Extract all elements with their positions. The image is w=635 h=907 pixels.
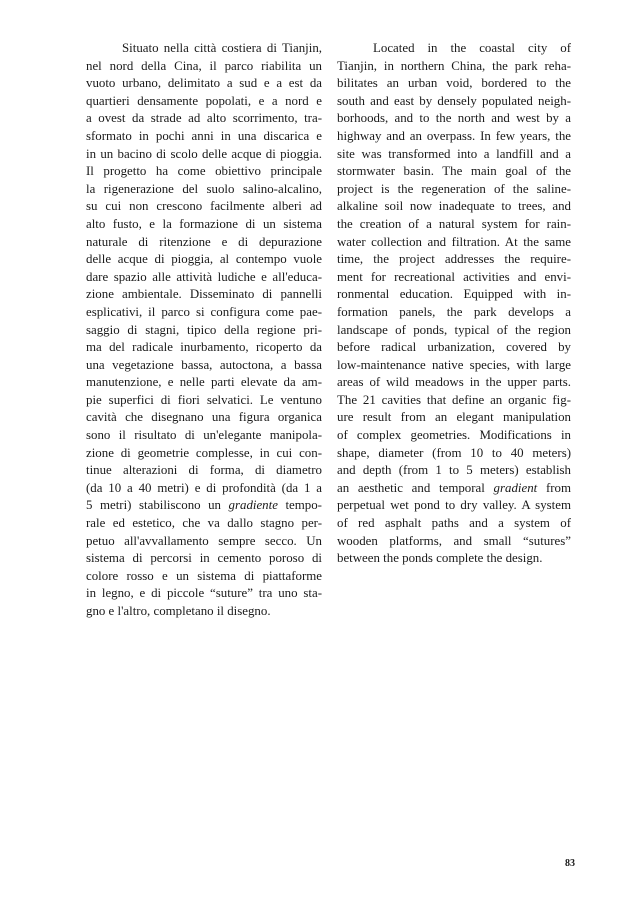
english-text-line: the creation of a natural system for rain-: [337, 216, 571, 231]
english-text-line: borhoods, and to the north and west by a: [337, 111, 571, 126]
italian-text-line: nel nord della Cina, il parco riabilita un: [86, 58, 322, 73]
page-number: 83: [565, 858, 575, 869]
italian-text-line: Situato nella città costiera di Tianjin,: [122, 41, 322, 55]
italian-text-line: rale ed estetico, che va dallo stagno per-: [86, 516, 322, 531]
english-text-line: The 21 cavities that define an organic fig-: [337, 392, 571, 407]
english-text-line: time, the project addresses the require-: [337, 252, 571, 267]
italian-text-line: saggio di stagni, tipico della regione pri-: [86, 322, 322, 337]
english-text-line: and depth (from 1 to 5 meters) establish: [337, 463, 571, 478]
italic-term: gradient: [493, 480, 538, 495]
italian-text-line: alto fusto, e la formazione di un sistema: [86, 216, 322, 231]
italian-text-line: delle acque di pioggia, al contempo vuole: [86, 252, 322, 267]
italian-text-line: vuoto urbano, delimitato a sud e a est da: [86, 76, 322, 91]
english-text-line: Tianjin, in northern China, the park reha-: [337, 58, 571, 73]
italian-text-line: gno e l'altro, completano il disegno.: [86, 604, 271, 618]
italic-term: gradiente: [228, 498, 278, 513]
italian-text-line: ma del radicale inurbamento, ricoperto da: [86, 340, 322, 355]
english-text-line: shape, diameter (from 10 to 40 meters): [337, 445, 571, 460]
english-text-line: water collection and filtration. At the same: [337, 234, 571, 249]
english-text-line: of red asphalt paths and a system of: [337, 516, 571, 531]
italian-column: [86, 40, 322, 621]
english-text-line: of complex geometries. Modifications in: [337, 428, 571, 443]
italian-text-line: petuo all'avvallamento sempre secco. Un: [86, 533, 322, 548]
english-text-line: landscape of ponds, typical of the region: [337, 322, 571, 337]
english-text-line: alkaline soil now inadequate to trees, and: [337, 199, 571, 214]
italian-text-line: sformato in pochi anni in una discarica e: [86, 128, 322, 143]
italian-text-line: zione di geometrie complesse, in cui con-: [86, 445, 322, 460]
italian-text-line: in legno, e di piccole “suture” tra uno sta-: [86, 586, 322, 601]
english-text-line: ronmental education. Equipped with in-: [337, 287, 571, 302]
italian-text-line: colore rosso e un sistema di piattaforme: [86, 568, 322, 583]
english-text-line: bilitates an urban void, bordered to the: [337, 76, 571, 91]
italian-text-line: naturale di ritenzione e di depurazione: [86, 234, 322, 249]
italian-text-line: Il progetto ha come obiettivo principale: [86, 164, 322, 179]
italian-text-line: sono il risultato di un'elegante manipola-: [86, 428, 322, 443]
italian-text-line: a ovest da strade ad alto scorrimento, tra-: [86, 111, 322, 126]
italian-text-line: zione ambientale. Disseminato di pannelli: [86, 287, 322, 302]
english-text-line: an aesthetic and temporal gradient from: [337, 480, 571, 495]
english-text-line: between the ponds complete the design.: [337, 551, 543, 566]
italian-text-line: (da 10 a 40 metri) e di profondità (da 1 a: [86, 480, 322, 495]
english-text-line: areas of wild meadows in the upper parts.: [337, 375, 571, 390]
english-text-line: Located in the coastal city of: [373, 41, 571, 55]
italian-text-line: quartieri densamente popolati, e a nord e: [86, 93, 322, 108]
english-text-line: formation panels, the park develops a: [337, 304, 571, 319]
italian-text-line: in un bacino di scolo delle acque di pioggia.: [86, 146, 322, 161]
italian-text-line: dare spazio alle attività ludiche e all'educa-: [86, 269, 322, 284]
english-text-line: before radical urbanization, covered by: [337, 340, 571, 355]
italian-text-line: cavità che disegnano una figura organica: [86, 410, 322, 425]
italian-text-line: una vegetazione bassa, autoctona, a bassa: [86, 357, 322, 372]
english-text-line: perpetual wet pond to dry valley. A system: [337, 498, 571, 513]
italian-text-line: la rigenerazione del suolo salino-alcalino,: [86, 181, 322, 196]
italian-text-line: tinue alterazioni di forma, di diametro: [86, 463, 322, 478]
italian-text-line: 5 metri) stabiliscono un gradiente tempo-: [86, 498, 322, 513]
english-text-line: highway and an overpass. In few years, the: [337, 128, 571, 143]
english-text-line: south and east by densely populated neigh-: [337, 93, 571, 108]
italian-text-line: manutenzione, e nelle parti elevate da am-: [86, 375, 322, 390]
english-text-line: stormwater basin. The main goal of the: [337, 164, 571, 179]
english-column: [337, 40, 571, 568]
italian-text-line: su cui non crescono facilmente alberi ad: [86, 199, 322, 214]
italian-text-line: esplicativi, il parco si configura come pae-: [86, 304, 322, 319]
english-text-line: ment for recreational activities and envi-: [337, 269, 571, 284]
italian-text-line: sistema di percorsi in cemento poroso di: [86, 551, 322, 566]
italian-text-line: pie superfici di fiori selvatici. Le ventuno: [86, 392, 322, 407]
english-text-line: wooden platforms, and small “sutures”: [337, 533, 571, 548]
english-text-line: ure result from an elegant manipulation: [337, 410, 571, 425]
english-text-line: site was transformed into a landfill and a: [337, 146, 571, 161]
english-text-line: low-maintenance native species, with large: [337, 357, 571, 372]
english-text-line: project is the regeneration of the saline-: [337, 181, 571, 196]
